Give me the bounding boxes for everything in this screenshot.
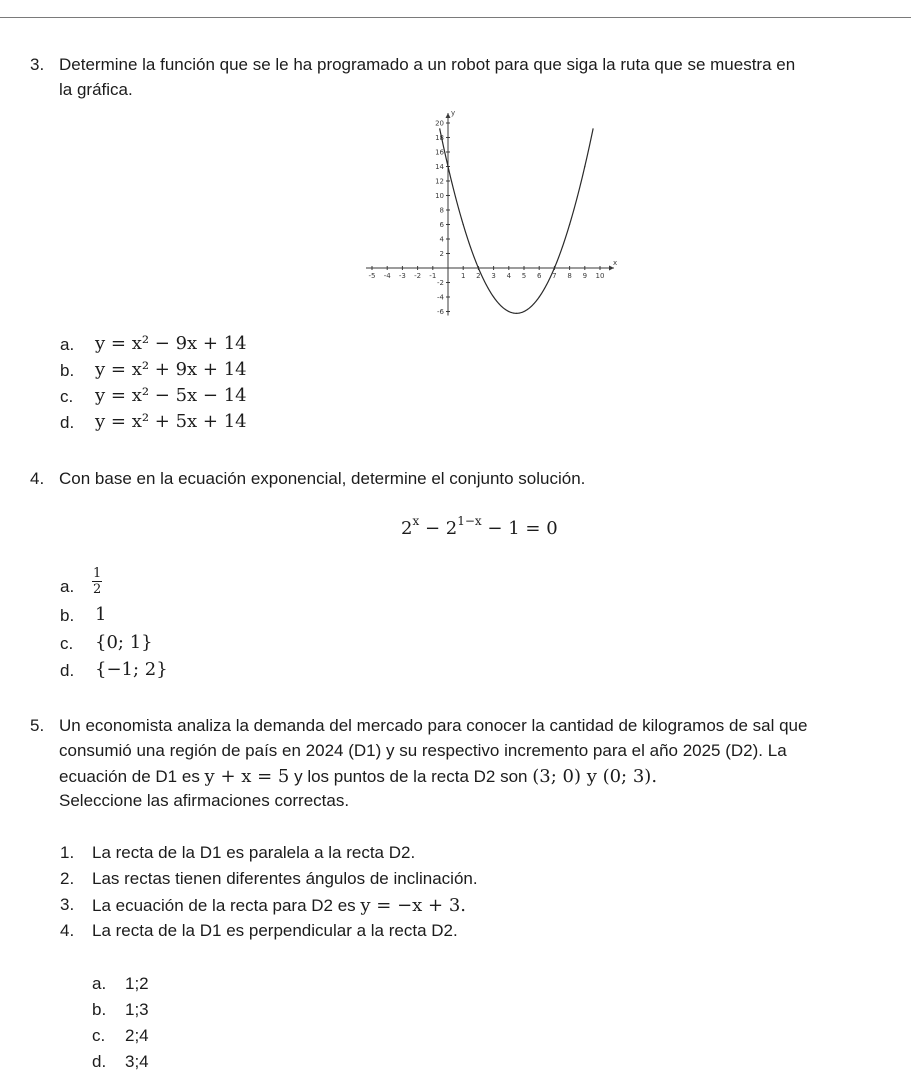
data-point xyxy=(463,224,464,225)
q5-option-c[interactable]: 2;4 xyxy=(125,1026,149,1045)
x-tick-label: -1 xyxy=(429,272,437,280)
data-point xyxy=(554,267,555,268)
q5-text-line2: consumió una región de país en 2024 (D1) y su respectivo incremento para el año 2025 (D2). La xyxy=(59,741,787,760)
data-point xyxy=(539,296,540,297)
data-point xyxy=(508,311,509,312)
q5-text-line1: Un economista analiza la demanda del mercado para conocer la cantidad de kilogramos de sal que xyxy=(59,716,808,735)
q4-text: Con base en la ecuación exponencial, determine el conjunto solución. xyxy=(59,469,586,488)
q3-text-line1: Determine la función que se le ha programado a un robot para que siga la ruta que se muestra en xyxy=(59,55,796,74)
x-tick-label: -4 xyxy=(383,272,391,280)
x-tick-label: 4 xyxy=(506,272,512,280)
q5-option-d[interactable]: 3;4 xyxy=(125,1052,149,1071)
y-tick-label: -6 xyxy=(437,308,444,316)
x-tick-label: 7 xyxy=(552,272,557,280)
q4-option-b-letter: b. xyxy=(60,606,75,625)
q4-option-a-letter: a. xyxy=(60,577,75,596)
chart-ticks xyxy=(369,120,605,317)
q5-text-line4: Seleccione las afirmaciones correctas. xyxy=(59,791,350,810)
x-tick-label: -3 xyxy=(398,272,406,280)
q4-option-d-letter: d. xyxy=(60,661,75,680)
y-tick-label: -2 xyxy=(437,279,444,287)
q3-text-line2: la gráfica. xyxy=(59,80,133,99)
q5-statement-3: La ecuación de la recta para D2 es y = −x + 3. xyxy=(92,895,467,916)
y-tick-label: 18 xyxy=(435,134,444,142)
q5-text-line3: ecuación de D1 es y + x = 5 y los puntos de la recta D2 son (3; 0) y (0; 3). xyxy=(59,766,658,787)
q5-option-b[interactable]: 1;3 xyxy=(125,1000,149,1019)
q5-option-b-letter: b. xyxy=(92,1000,107,1019)
y-axis-arrow xyxy=(446,113,451,118)
top-divider xyxy=(0,17,911,18)
q5-statement-4: La recta de la D1 es perpendicular a la recta D2. xyxy=(92,921,458,940)
y-tick-label: 12 xyxy=(435,177,444,186)
q3-option-b[interactable]: y = x² + 9x + 14 xyxy=(95,359,247,380)
q3-option-d[interactable]: y = x² + 5x + 14 xyxy=(95,411,247,432)
parabola-chart xyxy=(370,105,625,325)
q5-statement-2: Las rectas tienen diferentes ángulos de inclinación. xyxy=(92,869,478,888)
q3-option-a[interactable]: y = x² − 9x + 14 xyxy=(95,333,247,354)
q3-option-b-letter: b. xyxy=(60,361,75,380)
q4-option-a[interactable]: $\frac{1}{2}$ xyxy=(93,566,102,597)
data-point xyxy=(447,166,448,167)
y-tick-label: 10 xyxy=(435,192,444,200)
q4-equation: $2^x - 2^{1-x} - 1 = 0$ xyxy=(401,514,558,539)
y-tick-label: 2 xyxy=(439,250,444,258)
x-tick-label: -5 xyxy=(368,272,376,280)
q5-statement-1: La recta de la D1 es paralela a la recta D2. xyxy=(92,843,416,862)
y-tick-label: 6 xyxy=(439,221,444,229)
q5-statement-1-number: 1. xyxy=(60,843,75,862)
q4-option-c[interactable]: {0; 1} xyxy=(95,632,153,653)
q5-statement-3-number: 3. xyxy=(60,895,75,914)
q4-number: 4. xyxy=(30,469,45,488)
parabola-line xyxy=(440,128,594,313)
y-axis-label: y xyxy=(451,109,456,117)
q5-option-a[interactable]: 1;2 xyxy=(125,974,149,993)
x-tick-label: 3 xyxy=(491,272,496,280)
q5-statement-4-number: 4. xyxy=(60,921,75,940)
q4-option-d[interactable]: {−1; 2} xyxy=(95,659,168,680)
y-tick-label: -4 xyxy=(437,293,444,302)
q5-option-a-letter: a. xyxy=(92,974,107,993)
x-tick-label: 2 xyxy=(476,272,481,280)
q3-number: 3. xyxy=(30,55,45,74)
data-point xyxy=(493,296,494,297)
data-point xyxy=(523,311,524,312)
x-tick-label: 9 xyxy=(582,272,588,280)
q3-option-c-letter: c. xyxy=(60,387,74,406)
y-tick-label: 20 xyxy=(435,119,444,128)
x-tick-label: 1 xyxy=(460,272,466,280)
q3-option-a-letter: a. xyxy=(60,335,75,354)
chart-axes xyxy=(366,109,617,316)
x-tick-label: -2 xyxy=(414,272,422,280)
data-point xyxy=(478,267,479,268)
x-axis-label: x xyxy=(613,259,618,267)
x-tick-label: 6 xyxy=(536,272,542,280)
x-tick-label: 5 xyxy=(521,272,527,280)
y-tick-label: 4 xyxy=(439,235,444,244)
x-tick-label: 10 xyxy=(595,272,605,280)
chart-curve xyxy=(440,128,594,313)
q5-option-c-letter: c. xyxy=(92,1026,106,1045)
q5-number: 5. xyxy=(30,716,45,735)
x-tick-label: 8 xyxy=(567,272,572,280)
data-point xyxy=(584,166,585,167)
y-tick-label: 8 xyxy=(439,206,444,215)
q3-option-d-letter: d. xyxy=(60,413,75,432)
q5-option-d-letter: d. xyxy=(92,1052,107,1071)
data-point xyxy=(516,313,517,314)
q5-statement-2-number: 2. xyxy=(60,869,75,888)
data-point xyxy=(569,224,570,225)
q4-option-b[interactable]: 1 xyxy=(95,604,107,625)
y-tick-label: 14 xyxy=(435,163,444,171)
q4-option-c-letter: c. xyxy=(60,634,74,653)
y-tick-label: 16 xyxy=(435,148,444,157)
q3-option-c[interactable]: y = x² − 5x − 14 xyxy=(95,385,247,406)
